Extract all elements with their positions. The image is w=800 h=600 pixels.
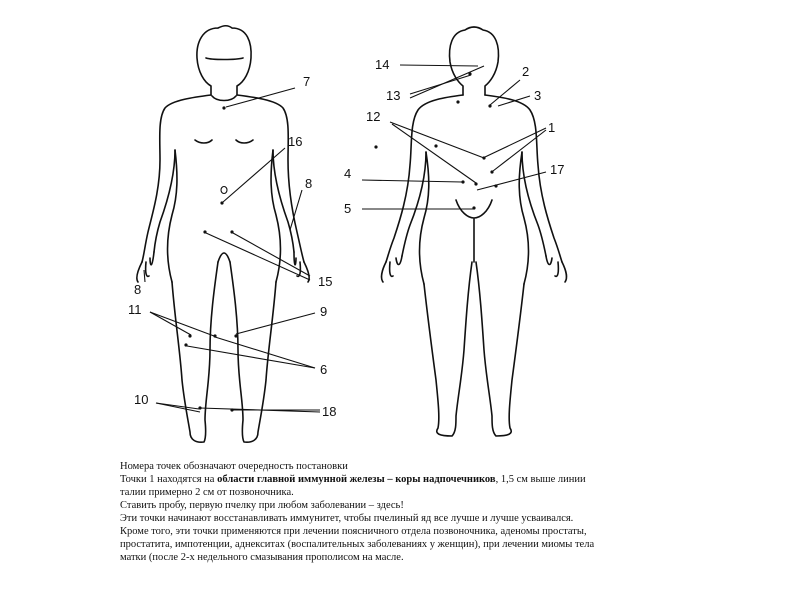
- label-9: 9: [320, 304, 328, 319]
- label-2: 2: [522, 64, 530, 79]
- label-16: 16: [288, 134, 303, 149]
- front-body-figure: [137, 26, 309, 442]
- caption-line: матки (после 2-х недельного смазывания прополисом на масле.: [120, 552, 404, 563]
- label-13: 13: [386, 88, 401, 103]
- label-5: 5: [344, 201, 352, 216]
- label-4: 4: [344, 166, 352, 181]
- label-7: 7: [303, 74, 311, 89]
- label-18: 18: [322, 404, 337, 419]
- back-leader-lines: [362, 65, 546, 209]
- label-15: 15: [318, 274, 333, 289]
- label-1: 1: [548, 120, 556, 135]
- label-8-left: 8: [134, 282, 142, 297]
- label-3: 3: [534, 88, 542, 103]
- label-12: 12: [366, 109, 381, 124]
- caption-line: Эти точки начинают восстанавливать иммунитет, чтобы пчелиный яд все лучше и лучше усваивался.: [120, 513, 574, 524]
- label-14: 14: [375, 57, 390, 72]
- label-6: 6: [320, 362, 328, 377]
- label-17: 17: [550, 162, 565, 177]
- label-8-right: 8: [305, 176, 313, 191]
- label-11: 11: [128, 302, 142, 317]
- caption-line: Точки 1 находятся на области главной иммунной железы – коры надпочечников, 1,5 см выше линии: [120, 474, 586, 485]
- caption-line: Номера точек обозначают очередность постановки: [120, 461, 348, 472]
- caption-line: талии примерно 2 см от позвоночника.: [120, 487, 294, 498]
- caption-line: Кроме того, эти точки применяются при лечении поясничного отдела позвоночника, аденомы простаты,: [120, 526, 587, 537]
- label-10: 10: [134, 392, 149, 407]
- front-point-labels: [128, 74, 336, 419]
- caption-line: простатита, импотенции, аднекситах (воспалительных заболеваниях у женщин), при лечении миомы тела: [120, 539, 595, 550]
- caption-line: Ставить пробу, первую пчелку при любом заболевании – здесь!: [120, 500, 404, 511]
- back-point-labels: [344, 57, 564, 216]
- caption-text: [120, 460, 680, 564]
